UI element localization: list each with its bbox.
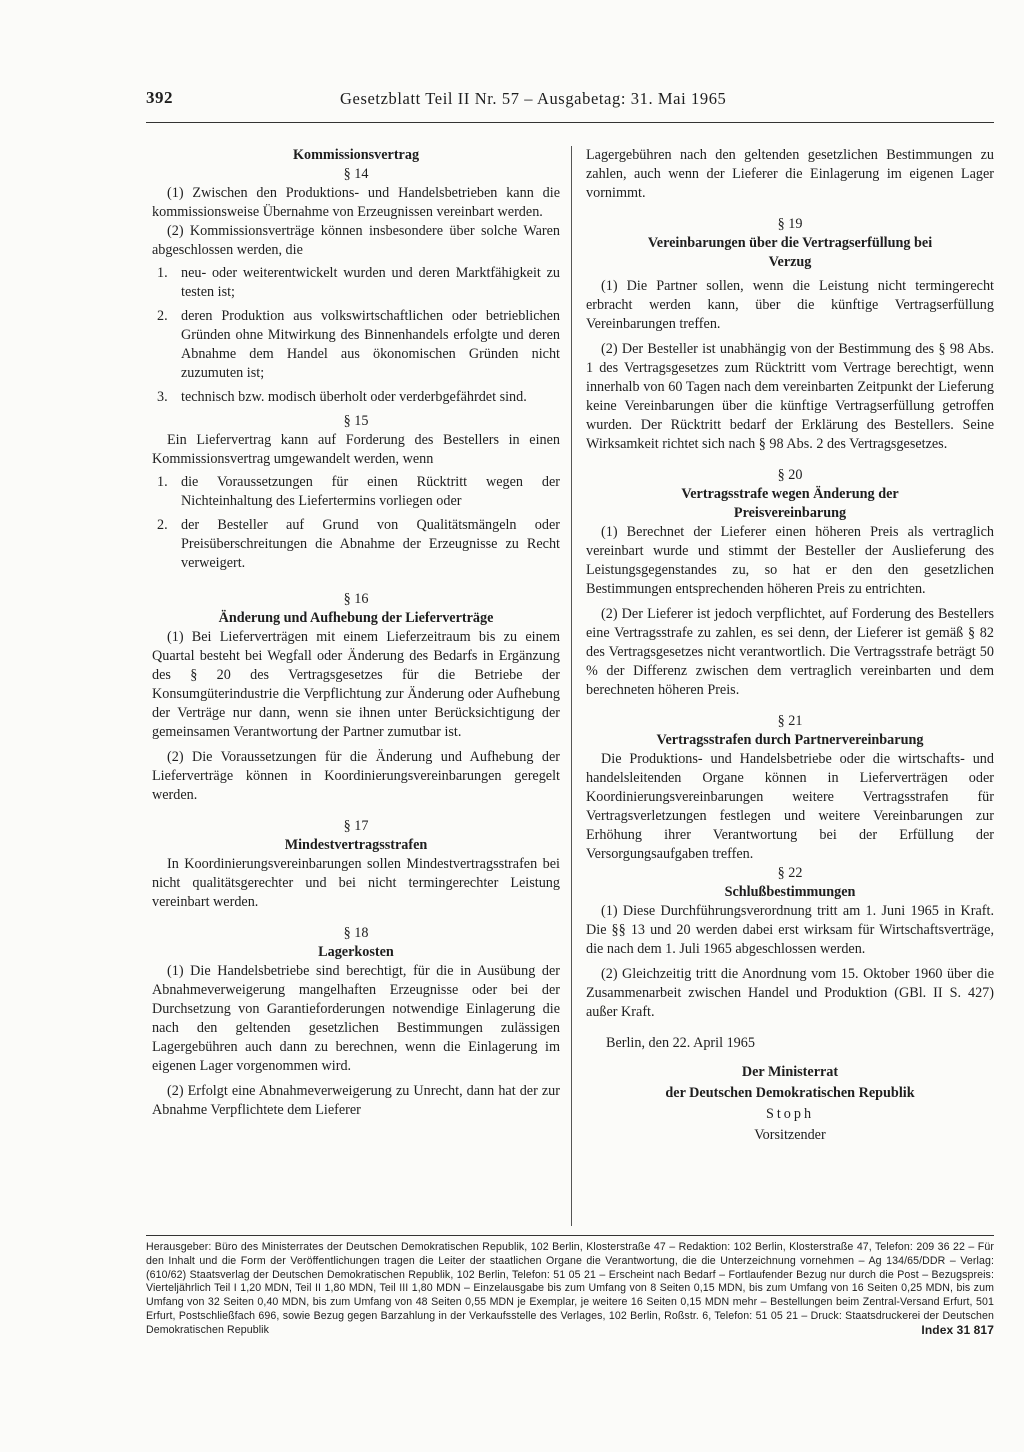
s20-paragraph-2: (2) Der Lieferer ist jedoch verpflichtet, auf Forderung des Bestellers eine Vertragsstrafe zu zahlen, es sei denn, der Lieferer ist gemäß § 82 des Vertragsgesetzes nicht verantwortlich. Die Vertragsstrafe beträgt 50 % der Differenz zwischen dem vertraglich vereinbarten und dem berechneten höheren Preis. [586,606,994,698]
s22-paragraph-2: (2) Gleichzeitig tritt die Anordnung vom 15. Oktober 1960 über die Zusammenarbeit zwischen Handel und Produktion (GBl. II S. 427) außer Kraft. [586,966,994,1020]
page-number: 392 [146,88,173,107]
section-heading-22: Schlußbestimmungen [724,884,856,900]
section-number-15: § 15 [343,413,369,429]
s14-list [152,264,560,407]
signatory-name: Stoph [765,1106,815,1122]
section-number-20: § 20 [777,467,803,483]
s21-paragraph-1: Die Produktions- und Handelsbetriebe oder die wirtschafts- und handelsleitenden Organe können in Lieferverträgen oder Koordinierungsvereinbarungen weitere Vertragsstrafen für Vertragsverletzungen festlegen und weitere Vereinbarungen zur Erhöhung ihrer Verantwortung bei der Erfüllung der Versorgungsaufgaben treffen. [586,751,994,862]
section-number-21: § 21 [777,713,803,729]
list-item: 2. der Besteller auf Grund von Qualitätsmängeln oder Preisüberschreitungen die Abnahme der Erzeugnisse zu Recht verweigert. [157,517,560,571]
header-rule [146,122,994,123]
list-item: 3. technisch bzw. modisch überholt oder verderbgefährdet sind. [157,389,527,405]
gazette-header-title: Gesetzblatt Teil II Nr. 57 – Ausgabetag: 31. Mai 1965 [340,89,727,108]
signatory-role: Vorsitzender [754,1127,826,1143]
s19-paragraph-1: (1) Die Partner sollen, wenn die Leistung nicht termingerecht erbracht werden kann, über die künftige Vertragserfüllung Vereinbarungen treffen. [586,278,994,332]
section-number-17: § 17 [343,818,369,834]
s17-paragraph-1: In Koordinierungsvereinbarungen sollen Mindestvertragsstrafen bei nicht qualitätsgerechter und bei nicht termingerechter Leistung vereinbart werden. [152,856,560,910]
s18-continuation: Lagergebühren nach den geltenden gesetzlichen Bestimmungen zu zahlen, auch wenn der Lieferer die Einlagerung im eigenen Lager vornimmt. [586,147,994,201]
section-heading-kommissionsvertrag: Kommissionsvertrag [292,147,420,163]
s18-paragraph-2: (2) Erfolgt eine Abnahmeverweigerung zu Unrecht, dann hat der zur Abnahme Verpflichtete dem Lieferer [152,1083,560,1118]
section-number-22: § 22 [777,865,803,881]
right-column [586,146,994,1145]
section-heading-21: Vertragsstrafen durch Partnervereinbarung [656,732,924,748]
index-number: Index 31 817 [921,1322,994,1337]
section-heading-19: Vereinbarungen über die Vertragserfüllung bei Verzug [647,235,933,270]
s22-paragraph-1: (1) Diese Durchführungsverordnung tritt am 1. Juni 1965 in Kraft. Die §§ 13 und 20 werden dabei erst wirksam für Wirtschaftsverträge, die nach dem 1. Juli 1965 abgeschlossen werden. [586,903,994,957]
s15-paragraph-1: Ein Liefervertrag kann auf Forderung des Bestellers in einen Kommissionsvertrag umgewandelt werden, wenn [152,432,560,467]
s15-list [152,473,560,573]
s18-paragraph-1: (1) Die Handelsbetriebe sind berechtigt, für die in Ausübung der Abnahmeverweigerung mangelhaften Erzeugnisse oder bei der Durchsetzung von Garantieforderungen notwendige Einlagerung die nach den geltenden gesetzlichen Bestimmungen zulässigen Lagergebühren auch dann zu berechnen, wenn die Einlagerung im eigenen Lager vorgenommen wird. [152,963,560,1074]
issuing-body-line-1: Der Ministerrat [741,1064,839,1080]
list-item: 2. deren Produktion aus volkswirtschaftlichen oder betrieblichen Gründen ohne Mitwirkung des Binnenhandels erfolgte und deren Abnahme dem Handel aus ökonomischen Gründen nicht zuzumuten ist; [157,308,560,381]
s16-paragraph-1: (1) Bei Lieferverträgen mit einem Lieferzeitraum bis zu einem Quartal besteht bei Wegfall oder Änderung des Bedarfs in Ergänzung des § 20 des Vertragsgesetzes für die Betriebe der Konsumgüterindustrie die Verpflichtung zur Änderung oder Aufhebung der Verträge nur dann, wenn sie ihnen unter Berücksichtigung der gemeinsamen Verantwortung der Partner zumutbar ist. [152,629,560,740]
section-number-16: § 16 [343,591,369,607]
section-number-18: § 18 [343,925,369,941]
issuing-body-line-2: der Deutschen Demokratischen Republik [665,1085,915,1101]
section-number-14: § 14 [343,166,369,182]
footer-rule [146,1235,994,1236]
s20-paragraph-1: (1) Berechnet der Lieferer einen höheren Preis als vertraglich vereinbart wurde und stimmt der Besteller der Auslieferung des Leistungsgegenstandes zu, so hat er den den gesetzlichen Bestimmungen entsprechenden höheren Preis zu entrichten. [586,524,994,597]
imprint [146,1241,994,1338]
place-date: Berlin, den 22. April 1965 [606,1035,755,1051]
s14-paragraph-2: (2) Kommissionsverträge können insbesondere über solche Waren abgeschlossen werden, die [152,223,560,258]
signature-block [586,1063,994,1145]
section-heading-16: Änderung und Aufhebung der Lieferverträge [218,610,494,626]
s19-paragraph-2: (2) Der Besteller ist unabhängig von der Bestimmung des § 98 Abs. 1 des Vertragsgesetzes zum Rücktritt vom Vertrage berechtigt, wenn innerhalb von 60 Tagen nach dem vereinbarten Zeitpunkt der Lieferung keine Vereinbarungen über die künftige Vertragserfüllung getroffen wurden. Der Rücktritt bedarf der Erklärung des Bestellers. Seine Wirksamkeit richtet sich nach § 98 Abs. 2 des Vertragsgesetzes. [586,341,994,452]
section-heading-17: Mindestvertragsstrafen [284,837,428,853]
left-column [152,146,560,1120]
section-heading-18: Lagerkosten [318,944,394,960]
s14-paragraph-1: (1) Zwischen den Produktions- und Handelsbetrieben kann die kommissionsweise Übernahme von Erzeugnissen vereinbart werden. [152,185,560,220]
list-item: 1. neu- oder weiterentwickelt wurden und deren Marktfähigkeit zu testen ist; [157,265,560,300]
section-heading-20: Vertragsstrafe wegen Änderung der Preisvereinbarung [681,486,899,521]
column-divider [571,146,572,1226]
s16-paragraph-2: (2) Die Voraussetzungen für die Änderung und Aufhebung der Lieferverträge können in Koordinierungsvereinbarungen geregelt werden. [152,749,560,803]
imprint-text: Herausgeber: Büro des Ministerrates der Deutschen Demokratischen Republik, 102 Berlin, Klosterstraße 47 – Redaktion: 102 Berlin, Klosterstraße 47, Telefon: 209 36 22 – Für den Inhalt und die Form der Veröffentlichungen tragen die Leiter der staatlichen Organe die Verantwortung, die die Unterzeichnung vornehmen – Ag 134/65/DDR – Verlag: (610/62) Staatsverlag der Deutschen Demokratischen Republik, 102 Berlin, Telefon: 51 05 21 – Erscheint nach Bedarf – Fortlaufender Bezug nur durch die Post – Bezugspreis: Vierteljährlich Teil I 1,20 MDN, Teil II 1,80 MDN, Teil III 1,80 MDN – Einzelausgabe bis zum Umfang von 8 Seiten 0,15 MDN, bis zum Umfang von 16 Seiten 0,25 MDN, bis zum Umfang von 32 Seiten 0,40 MDN, bis zum Umfang von 48 Seiten 0,55 MDN je Exemplar, je weitere 16 Seiten 0,15 MDN mehr – Bestellungen beim Zentral-Versand Erfurt, 501 Erfurt, Postschließfach 696, sowie Bezug gegen Barzahlung in der Verkaufsstelle des Verlages, 102 Berlin, Roßstr. 6, Telefon: 51 05 21 – Druck: Staatsdruckerei der Deutschen Demokratischen Republik [146,1241,994,1336]
list-item: 1. die Voraussetzungen für einen Rücktritt wegen der Nichteinhaltung des Liefertermins vorliegen oder [157,474,560,509]
section-number-19: § 19 [777,216,803,232]
